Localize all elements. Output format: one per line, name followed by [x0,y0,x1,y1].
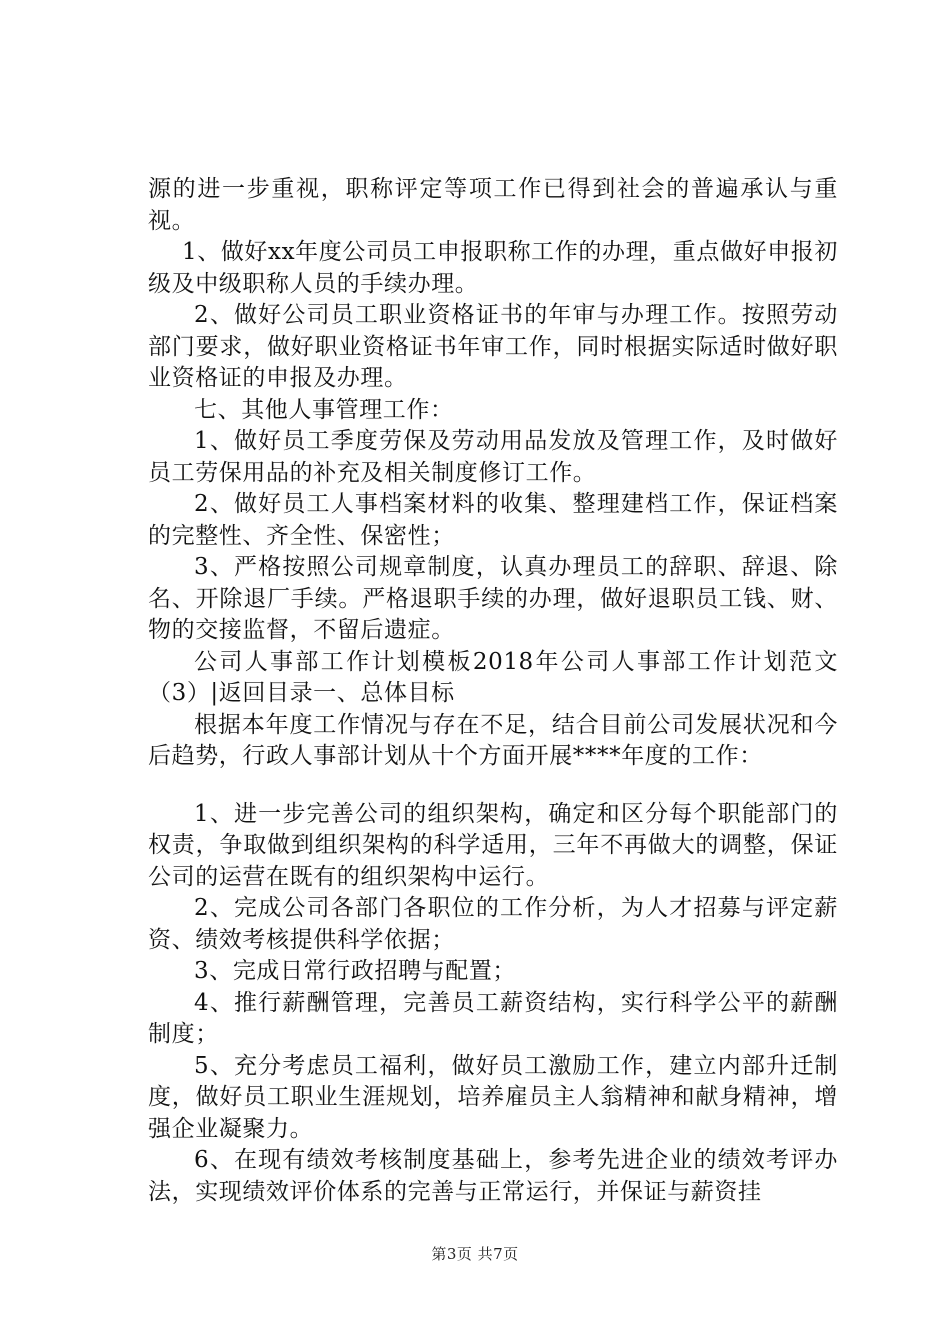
paragraph-item: 6、在现有绩效考核制度基础上，参考先进企业的绩效考评办法，实现绩效评价体系的完善与正常运行，并保证与薪资挂 [148,1147,838,1205]
paragraph-item: 3、严格按照公司规章制度，认真办理员工的辞职、辞退、除名、开除退厂手续。严格退职手续的办理，做好退职员工钱、财、物的交接监督，不留后遗症。 [148,554,838,643]
paragraph-item: 4、推行薪酬管理，完善员工薪资结构，实行科学公平的薪酬制度； [148,989,838,1047]
paragraph-item: 1、做好员工季度劳保及劳动用品发放及管理工作，及时做好员工劳保用品的补充及相关制度修订工作。 [148,428,838,486]
paragraph-item: 3、完成日常行政招聘与配置； [194,958,517,984]
paragraph-gap [148,773,838,799]
paragraph-continuation: 源的进一步重视，职称评定等项工作已得到社会的普遍承认与重视。 [148,176,838,234]
paragraph-item: 1、进一步完善公司的组织架构，确定和区分每个职能部门的权责，争取做到组织架构的科学适用，三年不再做大的调整，保证公司的运营在既有的组织架构中运行。 [148,800,838,890]
paragraph-item: 5、充分考虑员工福利，做好员工激励工作，建立内部升迁制度，做好员工职业生涯规划，培养雇员主人翁精神和献身精神，增强企业凝聚力。 [148,1052,838,1142]
page-footer: 第3页 共7页 [431,1245,519,1263]
document-body [148,174,838,1208]
paragraph-item: 2、完成公司各部门各职位的工作分析，为人才招募与评定薪资、绩效考核提供科学依据； [148,895,838,953]
section-heading: 七、其他人事管理工作： [194,396,454,423]
paragraph-intro: 根据本年度工作情况与存在不足，结合目前公司发展状况和今后趋势，行政人事部计划从十个方面开展****年度的工作： [148,711,838,769]
paragraph-item: 2、做好员工人事档案材料的收集、整理建档工作，保证档案的完整性、齐全性、保密性； [148,491,838,549]
paragraph-title-link: 公司人事部工作计划模板2018年公司人事部工作计划范文（3）|返回目录一、总体目标 [148,648,838,706]
paragraph-item: 2、做好公司员工职业资格证书的年审与办理工作。按照劳动部门要求，做好职业资格证书年审工作，同时根据实际适时做好职业资格证的申报及办理。 [148,302,838,391]
paragraph-item: 1、做好xx年度公司员工申报职称工作的办理，重点做好申报初级及中级职称人员的手续办理。 [148,239,838,297]
